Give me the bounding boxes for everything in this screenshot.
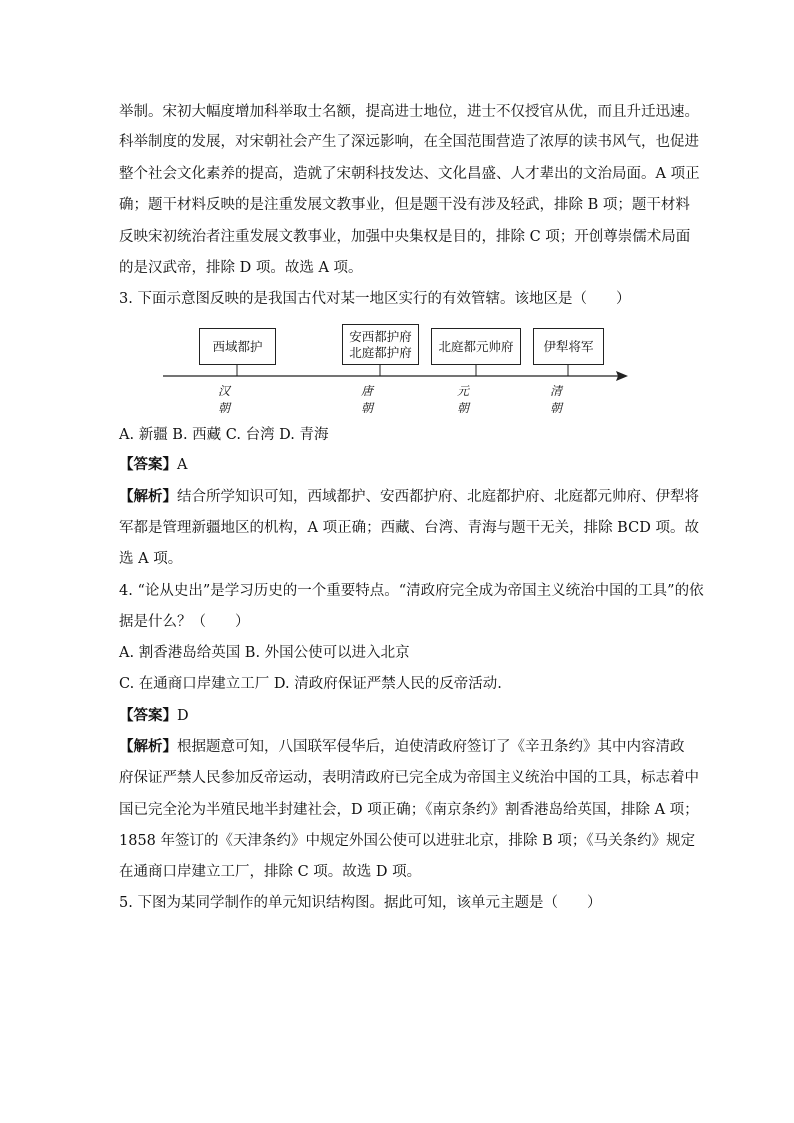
timeline-box-yuan bbox=[431, 328, 521, 365]
text-line: 确；题干材料反映的是注重发展文教事业，但是题干没有涉及轻武，排除 B 项；题干材料 bbox=[119, 197, 690, 213]
question-4-analysis bbox=[119, 737, 685, 757]
box-label: 北庭都护府 bbox=[349, 344, 412, 360]
question-4-answer bbox=[119, 706, 189, 726]
text-line: 举制。宋初大幅度增加科举取士名额，提高进士地位，进士不仅授官从优，而且升迁迅速。 bbox=[119, 104, 699, 120]
text-line: 科举制度的发展，对宋朝社会产生了深远影响，在全国范围营造了浓厚的读书风气，也促进 bbox=[119, 134, 699, 150]
text-line: 府保证严禁人民参加反帝运动，表明清政府已完全成为帝国主义统治中国的工具，标志着中 bbox=[119, 770, 699, 786]
answer-value: A bbox=[177, 457, 188, 473]
era-label-yuan: 元 朝 bbox=[457, 384, 473, 415]
era-label-han: 汉 朝 bbox=[218, 384, 234, 415]
analysis-label: 【解析】 bbox=[119, 488, 177, 505]
box-label: 安西都护府 bbox=[349, 328, 412, 344]
box-label: 北庭都元帅府 bbox=[438, 338, 514, 354]
timeline-box-han bbox=[199, 328, 276, 365]
text-line: 军都是管理新疆地区的机构，A 项正确；西藏、台湾、青海与题干无关，排除 BCD 项。故 bbox=[119, 520, 699, 536]
text-line: 反映宋初统治者注重发展文教事业，加强中央集权是目的，排除 C 项；开创尊崇儒术局面 bbox=[119, 229, 691, 245]
answer-label: 【答案】 bbox=[119, 456, 177, 473]
question-4-option-row: A. 割香港岛给英国 B. 外国公使可以进入北京 bbox=[119, 645, 410, 661]
box-label: 伊犁将军 bbox=[543, 338, 594, 354]
text-line: 在通商口岸建立工厂，排除 C 项。故选 D 项。 bbox=[119, 864, 422, 880]
question-3-answer bbox=[119, 455, 187, 475]
analysis-label: 【解析】 bbox=[119, 738, 177, 755]
text-line: 国已完全沦为半殖民地半封建社会，D 项正确；《南京条约》割香港岛给英国，排除 A 项； bbox=[119, 802, 699, 818]
timeline-box-qing bbox=[533, 328, 604, 365]
answer-label: 【答案】 bbox=[119, 707, 177, 724]
question-3-options: A. 新疆 B. 西藏 C. 台湾 D. 青海 bbox=[119, 427, 329, 443]
analysis-text: 结合所学知识可知，西域都护、安西都护府、北庭都护府、北庭都元帅府、伊犁将 bbox=[177, 489, 699, 505]
question-4-stem: 据是什么？（ ） bbox=[119, 614, 250, 630]
question-4-stem: 4. “论从史出”是学习历史的一个重要特点。“清政府完全成为帝国主义统治中国的工具”的依 bbox=[119, 583, 704, 599]
box-label: 西域都护 bbox=[212, 338, 263, 354]
question-4-option-row: C. 在通商口岸建立工厂 D. 清政府保证严禁人民的反帝活动. bbox=[119, 676, 502, 692]
text-line: 整个社会文化素养的提高，造就了宋朝科技发达、文化昌盛、人才辈出的文治局面。A 项正 bbox=[119, 166, 700, 182]
text-line: 的是汉武帝，排除 D 项。故选 A 项。 bbox=[119, 260, 363, 276]
question-3-analysis bbox=[119, 487, 699, 507]
timeline-box-tang bbox=[342, 324, 419, 365]
answer-value: D bbox=[177, 708, 189, 724]
text-line: 1858 年签订的《天津条约》中规定外国公使可以进驻北京，排除 B 项；《马关条约》规定 bbox=[119, 833, 696, 849]
text-line: 选 A 项。 bbox=[119, 551, 183, 567]
era-label-tang: 唐 朝 bbox=[361, 384, 377, 415]
question-5-stem: 5. 下图为某同学制作的单元知识结构图。据此可知，该单元主题是（ ） bbox=[119, 895, 602, 911]
analysis-text: 根据题意可知，八国联军侵华后，迫使清政府签订了《辛丑条约》其中内容清政 bbox=[177, 739, 685, 755]
era-label-qing: 清 朝 bbox=[550, 384, 566, 415]
question-3-stem: 3. 下面示意图反映的是我国古代对某一地区实行的有效管辖。该地区是（ ） bbox=[119, 291, 631, 307]
